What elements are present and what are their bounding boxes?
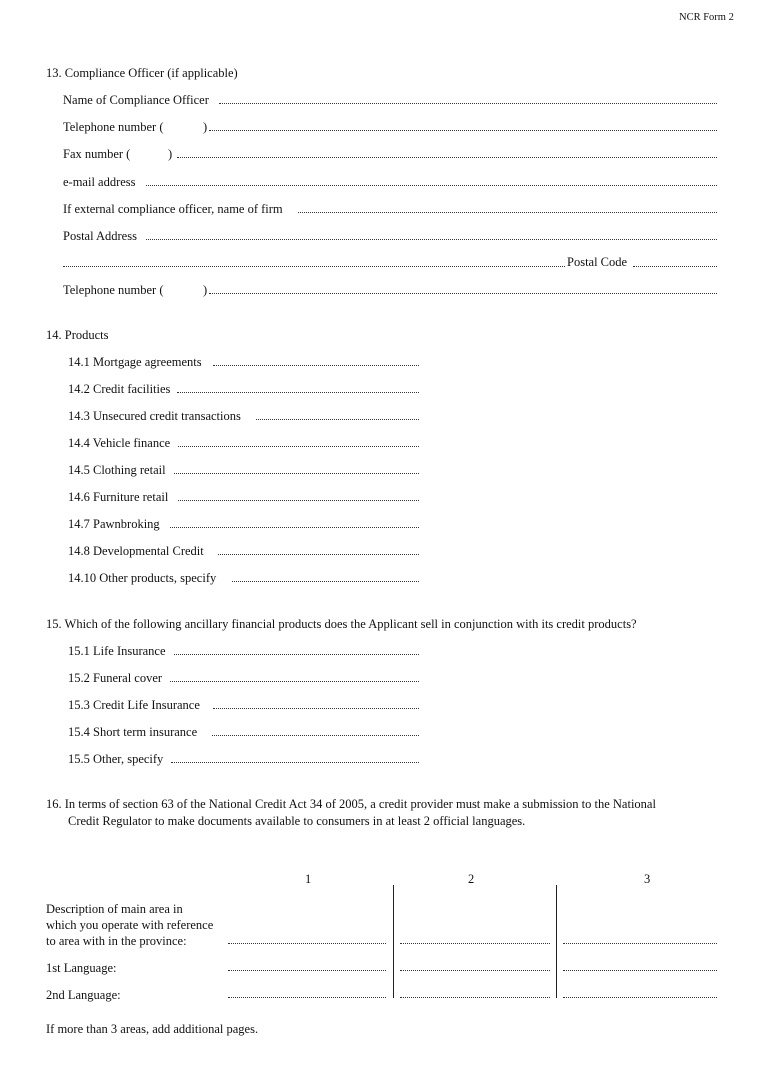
area-field-col-2[interactable] (400, 943, 550, 944)
area-field-col-1[interactable] (228, 943, 386, 944)
second-language-field-col-1[interactable] (228, 997, 386, 998)
product-item-field[interactable] (178, 500, 419, 501)
column-header-2: 2 (468, 872, 475, 886)
product-item-label: 14.4 Vehicle finance (68, 436, 171, 450)
postal-address-field[interactable] (146, 239, 717, 240)
telephone-2-label: Telephone number ( (63, 283, 164, 297)
product-item-field[interactable] (232, 581, 419, 582)
column-header-3: 3 (644, 872, 651, 886)
product-item-field[interactable] (213, 365, 419, 366)
form-id: NCR Form 2 (679, 12, 734, 23)
external-officer-firm-label: If external compliance officer, name of firm (63, 202, 283, 216)
first-language-label: 1st Language: (46, 961, 117, 975)
first-language-field-col-2[interactable] (400, 970, 550, 971)
compliance-officer-name-field[interactable] (219, 103, 717, 104)
postal-code-label: Postal Code (567, 255, 628, 269)
fax-field[interactable] (177, 157, 717, 158)
ancillary-item-field[interactable] (212, 735, 419, 736)
product-item-label: 14.8 Developmental Credit (68, 544, 204, 558)
telephone-close-paren: ) (203, 120, 208, 134)
ancillary-item-label: 15.1 Life Insurance (68, 644, 166, 658)
email-field[interactable] (146, 185, 717, 186)
additional-pages-note: If more than 3 areas, add additional pages. (46, 1022, 259, 1036)
product-item-label: 14.10 Other products, specify (68, 571, 217, 585)
section-16-text-line-2: Credit Regulator to make documents available to consumers in at least 2 official languages. (68, 814, 526, 828)
section-14-title: 14. Products (46, 328, 109, 342)
area-description-label: to area with in the province: (46, 934, 187, 948)
area-description-label: which you operate with reference (46, 918, 214, 932)
ancillary-item-field[interactable] (213, 708, 419, 709)
second-language-label: 2nd Language: (46, 988, 121, 1002)
telephone-label: Telephone number ( (63, 120, 164, 134)
column-divider (393, 885, 394, 998)
telephone-2-close-paren: ) (203, 283, 208, 297)
telephone-2-field[interactable] (209, 293, 717, 294)
first-language-field-col-1[interactable] (228, 970, 386, 971)
column-header-1: 1 (305, 872, 312, 886)
section-16-text-line-1: 16. In terms of section 63 of the National Credit Act 34 of 2005, a credit provider must make a submission to the National (46, 797, 656, 811)
product-item-field[interactable] (174, 473, 419, 474)
ancillary-item-label: 15.3 Credit Life Insurance (68, 698, 200, 712)
ancillary-item-field[interactable] (170, 681, 419, 682)
ancillary-item-label: 15.4 Short term insurance (68, 725, 198, 739)
fax-close-paren: ) (168, 147, 173, 161)
product-item-field[interactable] (256, 419, 419, 420)
second-language-field-col-3[interactable] (563, 997, 717, 998)
product-item-field[interactable] (177, 392, 419, 393)
postal-address-label: Postal Address (63, 229, 137, 243)
ancillary-item-label: 15.2 Funeral cover (68, 671, 163, 685)
product-item-label: 14.3 Unsecured credit transactions (68, 409, 241, 423)
product-item-label: 14.5 Clothing retail (68, 463, 166, 477)
section-13-title: 13. Compliance Officer (if applicable) (46, 66, 238, 80)
ancillary-item-field[interactable] (174, 654, 419, 655)
compliance-officer-name-label: Name of Compliance Officer (63, 93, 209, 107)
postal-code-field[interactable] (633, 266, 717, 267)
product-item-field[interactable] (170, 527, 419, 528)
product-item-label: 14.6 Furniture retail (68, 490, 169, 504)
ancillary-item-label: 15.5 Other, specify (68, 752, 164, 766)
product-item-label: 14.1 Mortgage agreements (68, 355, 202, 369)
first-language-field-col-3[interactable] (563, 970, 717, 971)
product-item-label: 14.2 Credit facilities (68, 382, 171, 396)
column-divider (556, 885, 557, 998)
area-field-col-3[interactable] (563, 943, 717, 944)
section-15-title: 15. Which of the following ancillary financial products does the Applicant sell in conjunction with its credit products? (46, 617, 637, 631)
second-language-field-col-2[interactable] (400, 997, 550, 998)
area-description-label: Description of main area in (46, 902, 183, 916)
fax-label: Fax number ( (63, 147, 131, 161)
email-label: e-mail address (63, 175, 136, 189)
product-item-field[interactable] (178, 446, 419, 447)
product-item-label: 14.7 Pawnbroking (68, 517, 160, 531)
postal-address-line-2-field[interactable] (63, 266, 565, 267)
ancillary-item-field[interactable] (171, 762, 419, 763)
product-item-field[interactable] (218, 554, 419, 555)
telephone-field[interactable] (209, 130, 717, 131)
external-officer-firm-field[interactable] (298, 212, 717, 213)
